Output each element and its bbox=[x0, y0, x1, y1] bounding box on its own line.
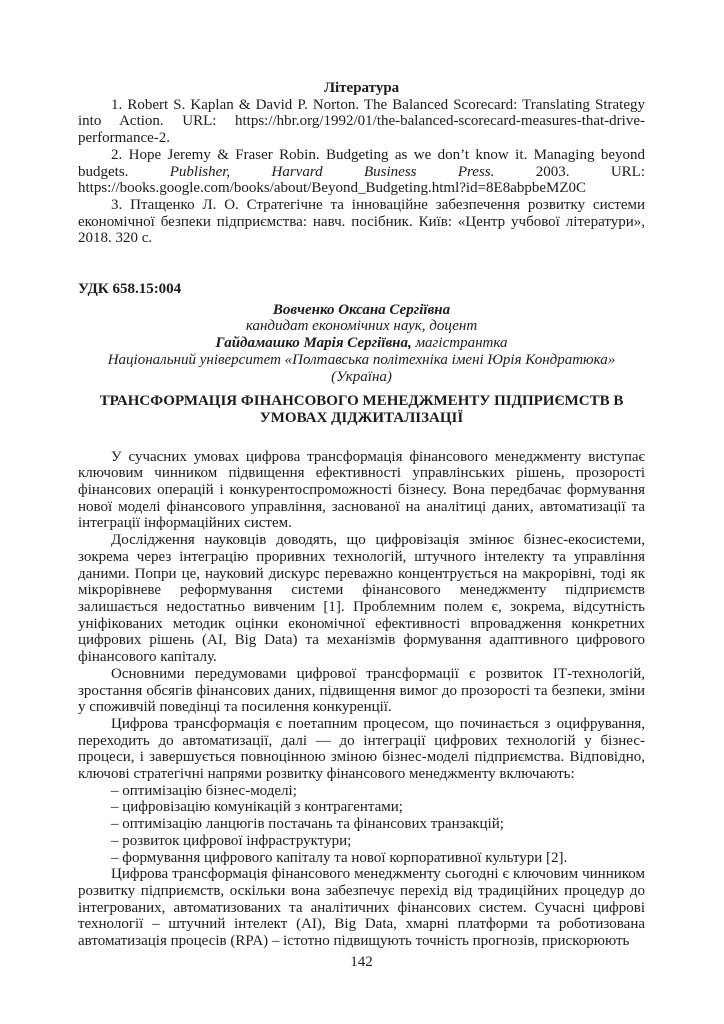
page-number: 142 bbox=[350, 953, 373, 970]
strategy-list bbox=[78, 783, 645, 867]
author-1-role-line bbox=[78, 318, 645, 335]
list-item: – формування цифрового капіталу та нової корпоративної культури [2]. bbox=[111, 849, 568, 866]
article-title: ТРАНСФОРМАЦІЯ ФІНАНСОВОГО МЕНЕДЖМЕНТУ ПІДПРИЄМСТВ В УМОВАХ ДІДЖИТАЛІЗАЦІЇ bbox=[99, 393, 624, 426]
author-2-name: Гайдамашко Марія Сергіївна, bbox=[215, 335, 412, 352]
author-1-role: кандидат економічних наук, доцент bbox=[245, 318, 478, 335]
udc-code: УДК 658.15:004 bbox=[78, 281, 182, 298]
reference-2-publisher: Publisher, Harvard Business Press. bbox=[169, 163, 495, 180]
author-1-line bbox=[78, 302, 645, 319]
body-paragraph-5: Цифрова трансформація фінансового менеджменту сьогодні є ключовим чинником розвитку підприємств, оскільки вона забезпечує перехід від традиційних процедур до інтегрованих, автоматизованих та аналітичних фінансових систем. Сучасні цифрові технології – штучний інтелект (AI), Big Data, хмарні платформи та роботизована автоматизація процесів (RPA) – істотно підвищують точність прогнозів, прискорюють bbox=[78, 866, 645, 950]
list-item: – розвиток цифрової інфраструктури; bbox=[111, 832, 352, 849]
body-paragraph-1: У сучасних умовах цифрова трансформація фінансового менеджменту виступає ключовим чинником підвищення ефективності управлінських рішень, прозорості фінансових операцій і конкурентоспроможності бізнесу. Вона передбачає формування нової моделі фінансового управління, заснованої на аналітиці даних, автоматизації та інтеграції інформаційних систем. bbox=[78, 448, 645, 532]
body-paragraph-2: Дослідження науковців доводять, що цифровізація змінює бізнес-екосистеми, зокрема через інтеграцію проривних технологій, штучного інтелекту та управління даними. Попри це, науковий дискурс переважно концентрується на макрорівні, тоді як мікрорівневе реформування системи фінансового менеджменту підприємств залишається недостатньо вивченим [1]. Проблемним полем є, зокрема, відсутність уніфікованих методик оцінки економічної ефективності впровадження конкретних цифрових рішень (AI, Big Data) та механізмів формування адаптивного цифрового фінансового капіталу. bbox=[78, 532, 645, 666]
body-paragraph-3: Основними передумовами цифрової трансформації є розвиток ІТ-технологій, зростання обсягів фінансових даних, підвищення вимог до прозорості та безпеки, зміни у споживчій поведінці та посилення конкуренції. bbox=[78, 665, 645, 716]
reference-2-url: 2003. URL: https://books.google.com/books/about/Beyond_Budgeting.html?id=8E8abpbeMZ0C bbox=[78, 163, 645, 197]
reference-item-1: 1. Robert S. Kaplan & David P. Norton. The Balanced Scorecard: Translating Strategy into Action. URL: https://hbr.org/1992/01/the-balanced-scorecard-measures-that-drive-performance-2. bbox=[78, 96, 645, 147]
literature-heading: Література bbox=[323, 80, 400, 96]
list-item: – цифровізацію комунікацій з контрагентами; bbox=[111, 799, 403, 816]
authors-block bbox=[78, 302, 645, 386]
affiliation: Національний університет «Полтавська політехніка імені Юрія Кондратюка» (Україна) bbox=[107, 351, 616, 385]
body-paragraph-4: Цифрова трансформація є поетапним процесом, що починається з оцифрування, переходить до автоматизації, далі — до інтеграції цифрових технологій у бізнес-процеси, і завершується повноцінною зміною бізнес-моделі підприємства. Відповідно, ключові стратегічні напрями розвитку фінансового менеджменту включають: bbox=[78, 715, 645, 783]
reference-item-2 bbox=[78, 147, 645, 197]
author-1-name: Вовченко Оксана Сергіївна bbox=[272, 301, 451, 318]
reference-2-text: 2. Hope Jeremy & Fraser Robin. Budgeting as we don’t know it. Managing beyond budgets. bbox=[78, 146, 645, 180]
author-2-role: магістрантка bbox=[411, 335, 508, 352]
author-2-line bbox=[78, 335, 645, 352]
list-item: – оптимізацію бізнес-моделі; bbox=[111, 782, 297, 799]
list-item: – оптимізацію ланцюгів постачань та фінансових транзакцій; bbox=[111, 816, 504, 833]
reference-item-3: 3. Птащенко Л. О. Стратегічне та інноваційне забезпечення розвитку системи економічної безпеки підприємства: навч. посібник. Київ: «Центр учбової літератури», 2018. 320 с. bbox=[78, 196, 645, 247]
